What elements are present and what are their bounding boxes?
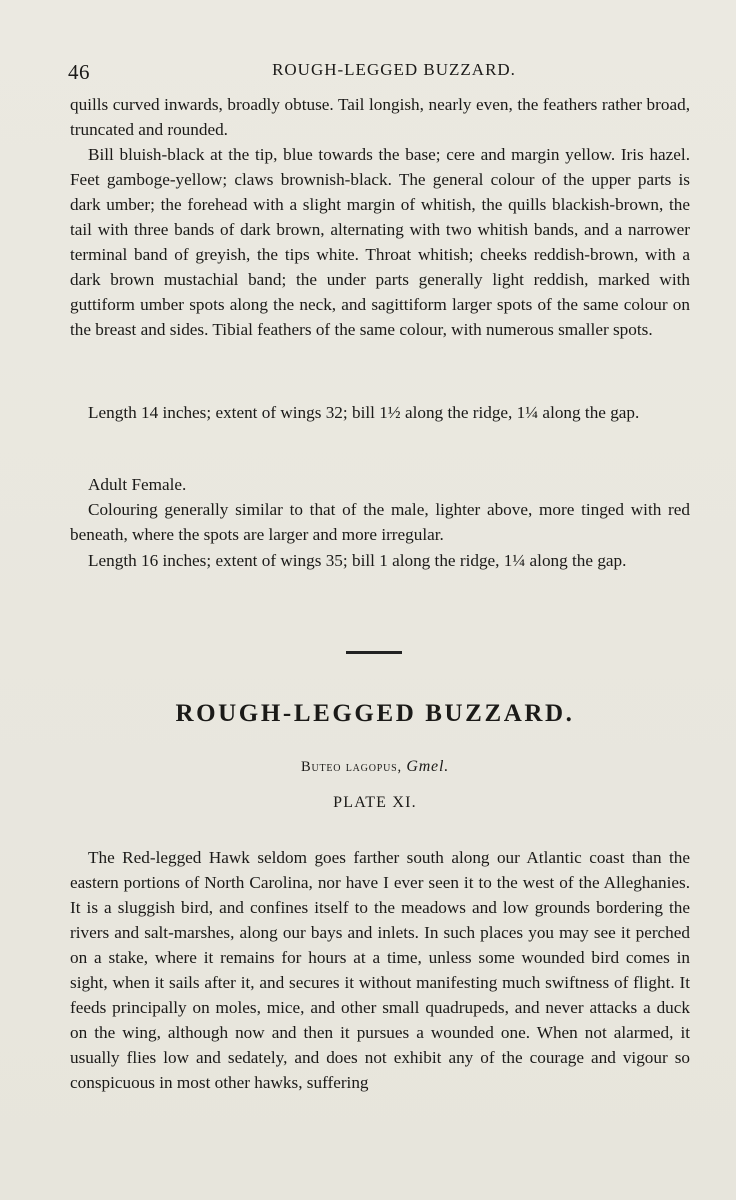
female-block	[70, 472, 690, 547]
page-number: 46	[68, 60, 90, 84]
female-colouring: Colouring generally similar to that of the male, lighter above, more tinged with red beneath, where the spots are larger and more irregular.	[70, 500, 690, 544]
male-measurements: Length 14 inches; extent of wings 32; bill 1½ along the ridge, 1¼ along the gap.	[88, 403, 640, 422]
female-measurements: Length 16 inches; extent of wings 35; bill 1 along the ridge, 1¼ along the gap.	[88, 551, 627, 570]
female-heading: Adult Female.	[88, 475, 187, 494]
male-measurements-block	[70, 400, 690, 425]
description-text	[70, 92, 690, 342]
article-title: ROUGH-LEGGED BUZZARD.	[175, 700, 575, 727]
species-author: Gmel.	[406, 758, 449, 775]
species-name: Buteo lagopus,	[301, 759, 402, 775]
page-header	[68, 56, 690, 86]
running-head: ROUGH-LEGGED BUZZARD.	[272, 60, 516, 79]
continued-paragraph: quills curved inwards, broadly obtuse. Tail longish, nearly even, the feathers rather broad, truncated and rounded.	[70, 95, 690, 139]
bill-colour-paragraph: Bill bluish-black at the tip, blue towards the base; cere and margin yellow. Iris hazel. Feet gamboge-yellow; claws brownish-black. The general colour of the upper parts is dark umber; the forehead with a slight margin of whitish, the quills blackish-brown, the tail with three bands of dark brown, alternating with two whitish bands, and a narrower terminal band of greyish, the tips white. Throat whitish; cheeks reddish-brown, with a dark brown mustachial band; the under parts generally light reddish, marked with guttiform umber spots along the neck, and sagittiform larger spots of the same colour on the breast and sides. Tibial feathers of the same colour, with numerous smaller spots.	[70, 145, 690, 339]
section-divider	[346, 651, 402, 654]
female-measurements-block	[70, 548, 690, 573]
species-name-line	[60, 758, 690, 776]
plate-number: PLATE XI.	[333, 794, 417, 811]
article-body: The Red-legged Hawk seldom goes farther south along our Atlantic coast than the eastern portions of North Carolina, nor have I ever seen it to the west of the Alleghanies. It is a sluggish bird, and confines itself to the meadows and low grounds bordering the rivers and salt-marshes, along our bays and inlets. In such places you may see it perched on a stake, where it remains for hours at a time, unless some wounded bird comes in sight, when it sails after it, and secures it without manifesting much swiftness of flight. It feeds principally on moles, mice, and other small quadrupeds, and never attacks a duck on the wing, although now and then it pursues a wounded one. When not alarmed, it usually flies low and sedately, and does not exhibit any of the courage and vigour so conspicuous in most other hawks, suffering	[70, 848, 690, 1092]
article-body-block	[70, 845, 690, 1095]
